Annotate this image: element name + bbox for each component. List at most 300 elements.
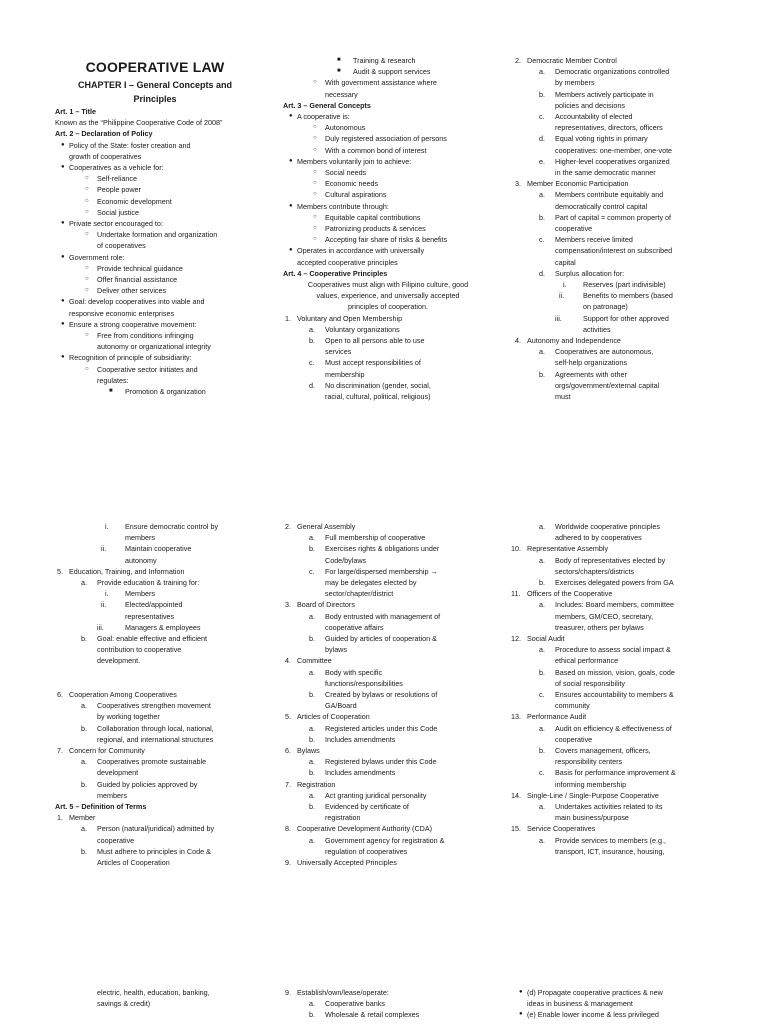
outline-line [55,655,265,666]
outline-line [55,330,265,341]
line-text: Support for other approved [583,313,669,323]
outline-line [55,756,265,767]
line-text: Duly registered association of persons [325,134,447,144]
bullet-icon: ■ [337,68,341,75]
list-number: a. [539,645,545,655]
list-number: 1. [57,813,63,823]
line-text: Must accept responsibilities of [325,358,421,368]
line-text: Ensure democratic control by [125,522,219,531]
page3-column3 [513,987,723,1021]
outline-line [283,998,493,1009]
list-number: 9. [285,858,291,868]
line-text: representatives, directors, officers [555,123,663,133]
line-text: activities [583,324,611,334]
outline-line [513,521,723,532]
line-text: With government assistance where [325,78,437,88]
line-text: Government agency for registration & [325,835,445,845]
outline-line [513,633,723,644]
outline-line [513,369,723,380]
outline-line [513,577,723,588]
list-number: 4. [515,336,521,346]
line-text: People power [97,185,141,195]
bullet-icon: ○ [85,197,89,204]
outline-line [55,857,265,868]
line-text: Goal: enable effective and efficient [97,634,208,644]
outline-line [283,133,493,144]
line-text: A cooperative is: [297,112,350,122]
line-text: (e) Enable lower income & less privileged [527,1010,659,1020]
line-text: Reserves (part indivisible) [583,280,666,290]
outline-line [283,357,493,368]
line-text: Created by bylaws or resolutions of [325,690,438,700]
line-text: Code/bylaws [325,555,367,565]
line-text: Members voluntarily join to achieve: [297,156,412,166]
list-number: b. [539,667,545,677]
outline-line [513,257,723,268]
line-text: Economic development [97,196,172,206]
bullet-icon: ■ [109,388,113,395]
list-number: a. [539,347,545,357]
outline-line [55,835,265,846]
outline-line [283,369,493,380]
outline-line [55,364,265,375]
line-text: must [555,392,571,402]
outline-line [283,700,493,711]
list-number: b. [539,746,545,756]
outline-line [283,234,493,245]
line-text: Includes amendments [325,734,396,744]
line-text: Accountability of elected [555,112,633,122]
line-text: Cooperative Development Authority (CDA) [297,824,433,834]
line-text: GA/Board [325,701,357,711]
list-number: b. [539,369,545,379]
outline-line [55,173,265,184]
line-text: members [125,533,155,543]
line-text: orgs/government/external capital [555,380,660,390]
line-text: on patronage) [583,302,628,312]
list-number: a. [539,802,545,812]
line-text: capital [555,257,576,267]
list-number: 10. [511,544,521,554]
outline-line [55,386,265,397]
list-number: 2. [515,56,521,65]
outline-line [513,779,723,790]
outline-line [513,189,723,200]
outline-line [513,212,723,223]
list-number: 4. [285,656,291,666]
line-text: Includes amendments [325,768,396,778]
line-text: Audit & support services [353,67,431,77]
outline-line [513,122,723,133]
line-text: main business/purpose [555,813,629,823]
line-text: Person (natural/juridical) admitted by [97,824,215,834]
line-text: With a common bond of interest [325,145,427,155]
line-text: services [325,347,352,357]
outline-line [283,66,493,77]
bullet-icon: ● [61,253,65,260]
outline-line [55,734,265,745]
bullet-icon: ● [61,141,65,148]
outline-line [513,245,723,256]
outline-line [283,801,493,812]
outline-line [513,77,723,88]
line-text: sectors/chapters/districts [555,566,635,576]
outline-line [55,555,265,566]
outline-line [513,767,723,778]
outline-line [283,324,493,335]
line-text: Members contribute through: [297,201,389,211]
outline-line [513,667,723,678]
outline-line [513,100,723,111]
list-number: b. [81,723,87,733]
article-heading [55,106,265,117]
line-text: cooperative affairs [325,622,384,632]
line-text: cooperatives: one-member, one-vote [555,145,673,155]
outline-line [283,823,493,834]
line-text: Worldwide cooperative principles [555,522,660,531]
list-number: a. [309,611,315,621]
list-number: d. [539,134,545,144]
outline-line [513,357,723,368]
line-text: Economic needs [325,179,379,189]
outline-line [513,555,723,566]
outline-line [283,245,493,256]
line-text: Agreements with other [555,369,627,379]
line-text: Cooperatives as a vehicle for: [69,163,164,173]
line-text: Wholesale & retail complexes [325,1010,420,1020]
list-number: c. [309,358,315,368]
line-text: Democratic organizations controlled [555,67,670,77]
outline-line [283,77,493,88]
bullet-icon: ○ [85,287,89,294]
list-number: i. [105,522,109,531]
list-number: 8. [285,824,291,834]
line-text: Surplus allocation for: [555,268,625,278]
outline-line [513,156,723,167]
outline-line [513,55,723,66]
outline-line [55,566,265,577]
line-text: regulates: [97,375,129,385]
line-text: autonomy [125,555,157,565]
outline-line [513,178,723,189]
line-text: Managers & employees [125,622,201,632]
outline-line [513,391,723,402]
outline-line [55,588,265,599]
outline-line [55,846,265,857]
outline-line [283,346,493,357]
outline-line [513,835,723,846]
outline-line [55,229,265,240]
list-number: a. [81,578,87,588]
line-text: Art. 5 – Definition of Terms [55,802,147,812]
list-number: 15. [511,824,521,834]
outline-line [513,678,723,689]
list-number: a. [309,723,315,733]
line-text: ideas in business & management [527,999,633,1009]
line-text: Basis for performance improvement & [555,768,676,778]
outline-line [513,611,723,622]
line-text: of cooperatives [97,241,146,251]
line-text: Art. 3 – General Concepts [283,100,371,110]
outline-line [513,279,723,290]
outline-line [55,532,265,543]
outline-line [513,801,723,812]
bullet-icon: ■ [337,57,341,63]
outline-line [55,622,265,633]
outline-line [55,263,265,274]
article-heading [55,801,265,812]
line-text: Provide technical guidance [97,263,183,273]
outline-line [55,252,265,263]
bullet-icon: ○ [313,124,317,131]
outline-line [55,812,265,823]
line-text: Based on mission, vision, goals, code [555,667,675,677]
line-text: Performance Audit [527,712,587,722]
list-number: c. [539,112,545,122]
bullet-icon: ● [289,247,293,254]
bullet-icon: ○ [85,186,89,193]
line-text: Universally Accepted Principles [297,858,397,868]
line-text: democratically control capital [555,201,648,211]
outline-line [55,779,265,790]
outline-line [283,655,493,666]
line-text: Act granting juridical personality [325,790,427,800]
outline-line [283,201,493,212]
outline-line [513,324,723,335]
list-number: a. [81,757,87,767]
line-text: Art. 2 – Declaration of Policy [55,129,153,139]
line-text: Private sector encouraged to: [69,219,163,229]
list-number: 6. [285,746,291,756]
line-text: informing membership [555,779,627,789]
outline-line [513,734,723,745]
bullet-icon: ○ [85,332,89,339]
outline-line [283,543,493,554]
line-text: principles of cooperation. [348,302,428,312]
outline-line [513,380,723,391]
line-text: development [97,768,139,778]
list-number: 14. [511,790,521,800]
line-text: Cooperatives must align with Filipino culture, good [307,280,469,290]
list-number: b. [309,802,315,812]
line-text: adhered to by cooperatives [555,533,642,543]
list-number: 13. [511,712,521,722]
line-text: For large/dispersed membership → [325,566,438,576]
outline-line [55,577,265,588]
outline-line [55,711,265,722]
outline-line [283,391,493,402]
line-text: Ensure a strong cooperative movement: [69,319,197,329]
outline-line [283,835,493,846]
list-number: 7. [57,746,63,756]
bullet-icon: ● [61,220,65,227]
line-text: representatives [125,611,175,621]
bullet-icon: ○ [313,213,317,220]
list-number: a. [539,723,545,733]
line-text: cooperative [555,224,593,234]
outline-line [55,308,265,319]
outline-line [55,611,265,622]
line-text: Promotion & organization [125,387,206,397]
outline-line [283,156,493,167]
outline-line [513,301,723,312]
outline-line [55,218,265,229]
line-text: Autonomous [325,123,366,133]
bullet-icon: ○ [85,264,89,271]
line-text: Exercises delegated powers from GA [555,578,674,588]
line-text: Self-reliance [97,174,137,184]
page1-header [55,58,255,106]
line-text: contribution to cooperative [97,645,182,655]
line-text: Ensures accountability to members & [555,690,674,700]
line-text: Higher-level cooperatives organized [555,156,670,166]
bullet-icon: ○ [313,236,317,243]
outline-line [513,745,723,756]
outline-line [513,711,723,722]
bullet-icon: ○ [313,191,317,198]
page2-column3 [513,521,723,857]
line-text: Cultural aspirations [325,190,387,200]
page3-column1 [55,987,265,1009]
outline-line [283,335,493,346]
line-text: Offer financial assistance [97,275,178,285]
list-number: 5. [285,712,291,722]
list-number: a. [309,835,315,845]
outline-line [283,257,493,268]
outline-line [513,823,723,834]
line-text: Provide education & training for: [97,578,200,588]
list-number: c. [309,566,315,576]
line-text: Cooperatives strengthen movement [97,701,211,711]
line-text: electric, health, education, banking, [97,988,210,997]
outline-line [283,167,493,178]
line-text: Social justice [97,207,139,217]
list-number: a. [539,555,545,565]
line-text: development. [97,656,141,666]
outline-line [283,644,493,655]
line-text: cooperative [97,835,135,845]
list-number: a. [309,324,315,334]
bullet-icon: ● [289,113,293,120]
outline-line [283,667,493,678]
line-text: Known as the “Philippine Cooperative Code of 2008” [55,118,223,128]
outline-line [55,599,265,610]
outline-line [513,133,723,144]
outline-line [283,846,493,857]
outline-line [283,555,493,566]
outline-line [513,543,723,554]
line-text: Evidenced by certificate of [325,802,409,812]
list-number: a. [81,701,87,711]
outline-line [513,998,723,1009]
line-text: Guided by policies approved by [97,779,198,789]
line-text: self-help organizations [555,358,627,368]
article-heading [283,100,493,111]
line-text: Cooperative sector initiates and [97,364,198,374]
outline-line [55,341,265,352]
line-text: ethical performance [555,656,619,666]
list-number: b. [309,634,315,644]
line-text: Art. 1 – Title [55,107,97,116]
outline-line [283,577,493,588]
outline-line [283,122,493,133]
outline-line [283,521,493,532]
list-number: a. [309,667,315,677]
chapter-heading-line2: Principles [133,94,177,104]
list-number: 3. [285,600,291,610]
outline-line [283,145,493,156]
line-text: community [555,701,590,711]
outline-line [513,268,723,279]
line-text: Deliver other services [97,286,167,296]
list-number: i. [563,280,567,290]
line-text: cooperative [555,734,593,744]
list-number: a. [309,533,315,543]
outline-line [55,285,265,296]
list-number: i. [105,589,109,599]
list-number: b. [309,1010,315,1020]
outline-line [283,987,493,998]
list-number: a. [539,67,545,77]
outline-line [55,140,265,151]
line-text: Body with specific [325,667,383,677]
line-text: may be delegates elected by [325,578,417,588]
bullet-icon: ○ [313,135,317,142]
line-text: Collaboration through local, national, [97,723,214,733]
outline-line [283,689,493,700]
bullet-icon: ○ [313,169,317,176]
outline-line [283,756,493,767]
outline-line [513,145,723,156]
line-text: responsive economic enterprises [69,308,175,318]
outline-line [55,352,265,363]
line-text: Articles of Cooperation [97,858,170,868]
line-text: Concern for Community [69,746,145,756]
line-text: Equal voting rights in primary [555,134,648,144]
list-number: 3. [515,179,521,189]
outline-line [283,678,493,689]
bullet-icon: ○ [313,146,317,153]
line-text: Maintain cooperative [125,544,192,554]
list-number: 2. [285,522,291,531]
line-text: compensation/interest on subscribed [555,246,673,256]
line-text: Government role: [69,252,125,262]
outline-line [283,711,493,722]
list-number: c. [539,768,545,778]
outline-line [283,812,493,823]
list-number: b. [309,690,315,700]
outline-line [283,633,493,644]
bullet-icon: ○ [313,79,317,86]
bullet-icon: ○ [85,231,89,238]
outline-line [55,700,265,711]
line-text: growth of cooperatives [69,151,142,161]
line-text: accepted cooperative principles [297,257,398,267]
list-number: ii. [559,291,565,301]
line-text: Accepting fair share of risks & benefits [325,235,448,245]
outline-line [283,279,493,290]
list-number: d. [539,268,545,278]
outline-line [283,223,493,234]
list-number: b. [81,779,87,789]
line-text: Training & research [353,56,416,65]
outline-line [513,644,723,655]
list-number: b. [539,89,545,99]
bullet-icon: ○ [313,180,317,187]
list-number: 7. [285,779,291,789]
line-text: Voluntary and Open Membership [297,313,403,323]
list-number: a. [539,190,545,200]
